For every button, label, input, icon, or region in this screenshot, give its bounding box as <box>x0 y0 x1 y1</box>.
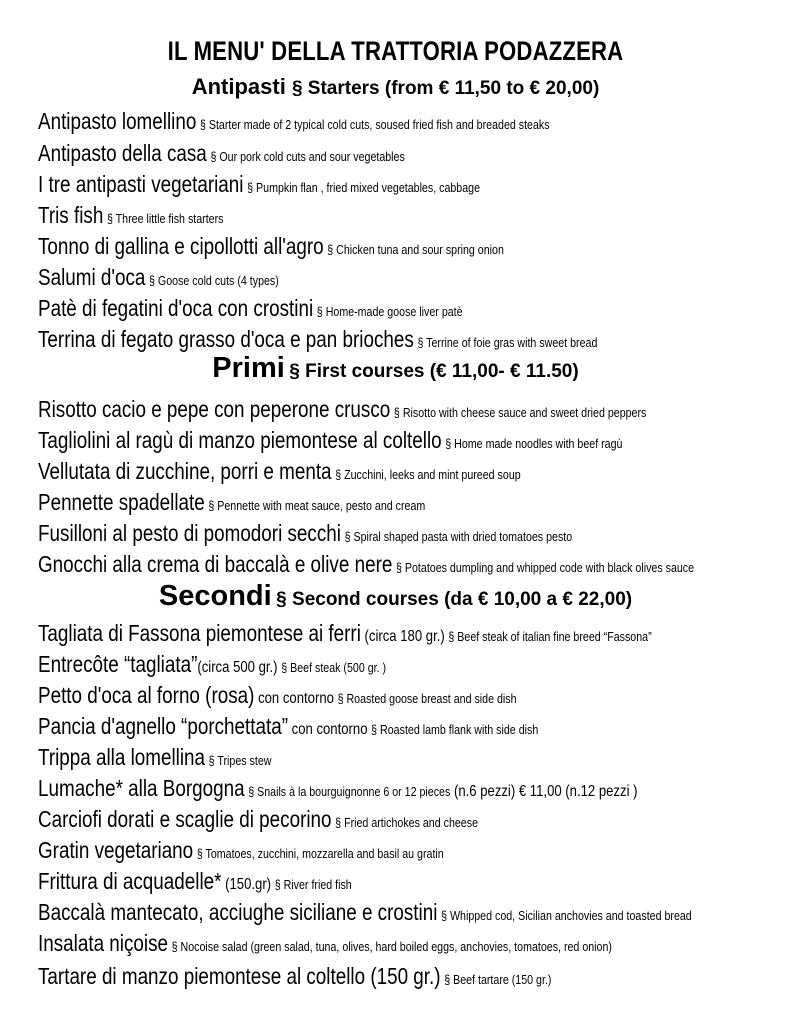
dish-name: Gratin vegetariano <box>38 837 194 863</box>
section-subtitle: § First courses (€ 11,00- € 11.50) <box>289 361 579 382</box>
dish-translation: § Pumpkin flan , fried mixed vegetables, cabbage <box>247 180 481 195</box>
dish-translation: § Tripes stew <box>208 753 272 768</box>
dish-name: Salumi d'oca <box>38 264 146 290</box>
dish-translation: § Risotto with cheese sauce and sweet dried peppers <box>393 405 647 420</box>
menu-item <box>38 110 550 133</box>
menu-item <box>38 622 652 645</box>
dish-name: Insalata niçoise <box>38 930 169 956</box>
dish-translation: § Tomatoes, zucchini, mozzarella and basil au gratin <box>196 846 444 861</box>
dish-name: Lumache* alla Borgogna <box>38 775 245 801</box>
dish-name: Terrina di fegato grasso d'oca e pan brioches <box>38 326 414 352</box>
dish-translation: § Terrine of foie gras with sweet bread <box>417 335 598 350</box>
menu-item <box>38 235 504 258</box>
dish-note: (circa 500 gr.) <box>197 659 278 676</box>
section-name: Primi <box>212 352 285 384</box>
menu-item <box>38 653 386 676</box>
menu-item <box>38 870 352 893</box>
dish-name: Pennette spadellate <box>38 489 205 515</box>
section-name: Secondi <box>158 580 272 612</box>
menu-item <box>38 746 271 769</box>
dish-translation: § Whipped cod, Sicilian anchovies and toasted bread <box>441 908 692 923</box>
dish-translation: § Snails à la bourguignonne 6 or 12 pieces <box>248 784 451 799</box>
menu-item <box>38 553 694 576</box>
dish-name: Pancia d'agnello “porchettata” <box>38 713 288 739</box>
menu-item <box>38 204 223 227</box>
menu-item <box>38 429 622 452</box>
menu-item <box>38 808 478 831</box>
section-subtitle: § Second courses (da € 10,00 a € 22,00) <box>276 589 633 610</box>
section-heading-antipasti <box>0 74 791 100</box>
menu-item <box>38 173 480 196</box>
section-heading-secondi <box>0 580 791 613</box>
dish-translation: § Three little fish starters <box>106 211 224 226</box>
dish-name: Tagliolini al ragù di manzo piemontese al coltello <box>38 427 442 453</box>
menu-item <box>38 901 692 924</box>
dish-name: Petto d'oca al forno (rosa) <box>38 682 255 708</box>
dish-name: Tonno di gallina e cipollotti all'agro <box>38 233 324 259</box>
dish-name: Fusilloni al pesto di pomodori secchi <box>38 520 341 546</box>
dish-name: Tagliata di Fassona piemontese ai ferri <box>38 620 361 646</box>
page-title: IL MENU' DELLA TRATTORIA PODAZZERA <box>167 36 624 66</box>
dish-name: Tartare di manzo piemontese al coltello (150 gr.) <box>38 963 441 989</box>
dish-translation: § Fried artichokes and cheese <box>335 815 478 830</box>
dish-translation: § Zucchini, leeks and mint pureed soup <box>335 467 521 482</box>
dish-price-note: (n.6 pezzi) € 11,00 (n.12 pezzi ) <box>453 783 638 800</box>
menu-item <box>38 522 572 545</box>
menu-item <box>38 297 463 320</box>
dish-translation: § Roasted lamb flank with side dish <box>371 722 539 737</box>
dish-name: Vellutata di zucchine, porri e menta <box>38 458 332 484</box>
dish-translation: § Chicken tuna and sour spring onion <box>327 242 504 257</box>
dish-note: con contorno <box>258 690 334 707</box>
dish-name: Patè di fegatini d'oca con crostini <box>38 295 314 321</box>
dish-translation: § Home-made goose liver patè <box>316 304 463 319</box>
menu-item <box>38 142 405 165</box>
dish-name: I tre antipasti vegetariani <box>38 171 244 197</box>
dish-name: Tris fish <box>38 202 104 228</box>
dish-name: Trippa alla lomellina <box>38 744 206 770</box>
dish-translation: § Spiral shaped pasta with dried tomatoes pesto <box>344 529 573 544</box>
section-subtitle: § Starters (from € 11,50 to € 20,00) <box>291 78 600 99</box>
menu-item <box>38 715 538 738</box>
dish-name: Antipasto lomellino <box>38 108 197 134</box>
dish-name: Antipasto della casa <box>38 140 207 166</box>
dish-note: (circa 180 gr.) <box>364 628 445 645</box>
menu-item <box>38 839 444 862</box>
dish-translation: § Potatoes dumpling and whipped code with black olives sauce <box>395 560 695 575</box>
section-heading-primi <box>0 352 791 385</box>
dish-name: Frittura di acquadelle* <box>38 868 222 894</box>
dish-name: Carciofi dorati e scaglie di pecorino <box>38 806 332 832</box>
dish-name: Entrecôte “tagliata” <box>38 651 198 677</box>
dish-translation: § River fried fish <box>274 877 352 892</box>
menu-item <box>38 684 517 707</box>
dish-translation: § Beef tartare (150 gr.) <box>444 972 552 987</box>
dish-translation: § Beef steak of italian fine breed “Fassona” <box>448 629 652 644</box>
dish-translation: § Pennette with meat sauce, pesto and cream <box>208 498 426 513</box>
menu-item <box>38 491 425 514</box>
menu-item <box>38 965 551 988</box>
dish-note: (150.gr) <box>225 876 272 893</box>
section-name: Antipasti <box>191 74 286 99</box>
menu-item <box>38 398 646 421</box>
dish-translation: § Goose cold cuts (4 types) <box>149 273 279 288</box>
menu-item <box>38 932 612 955</box>
dish-translation: § Our pork cold cuts and sour vegetables <box>210 149 405 164</box>
menu-item <box>38 777 638 800</box>
dish-translation: § Nocoise salad (green salad, tuna, olives, hard boiled eggs, anchovies, tomatoes, red onion) <box>171 939 612 954</box>
dish-name: Risotto cacio e pepe con peperone crusco <box>38 396 391 422</box>
dish-translation: § Home made noodles with beef ragù <box>445 436 623 451</box>
menu-item <box>38 460 521 483</box>
dish-translation: § Starter made of 2 typical cold cuts, soused fried fish and breaded steaks <box>199 117 550 132</box>
menu-item <box>38 328 597 351</box>
menu-item <box>38 266 279 289</box>
dish-note: con contorno <box>291 721 368 738</box>
dish-name: Baccalà mantecato, acciughe siciliane e crostini <box>38 899 438 925</box>
dish-translation: § Beef steak (500 gr. ) <box>281 660 387 675</box>
dish-translation: § Roasted goose breast and side dish <box>337 691 517 706</box>
dish-name: Gnocchi alla crema di baccalà e olive nere <box>38 551 393 577</box>
